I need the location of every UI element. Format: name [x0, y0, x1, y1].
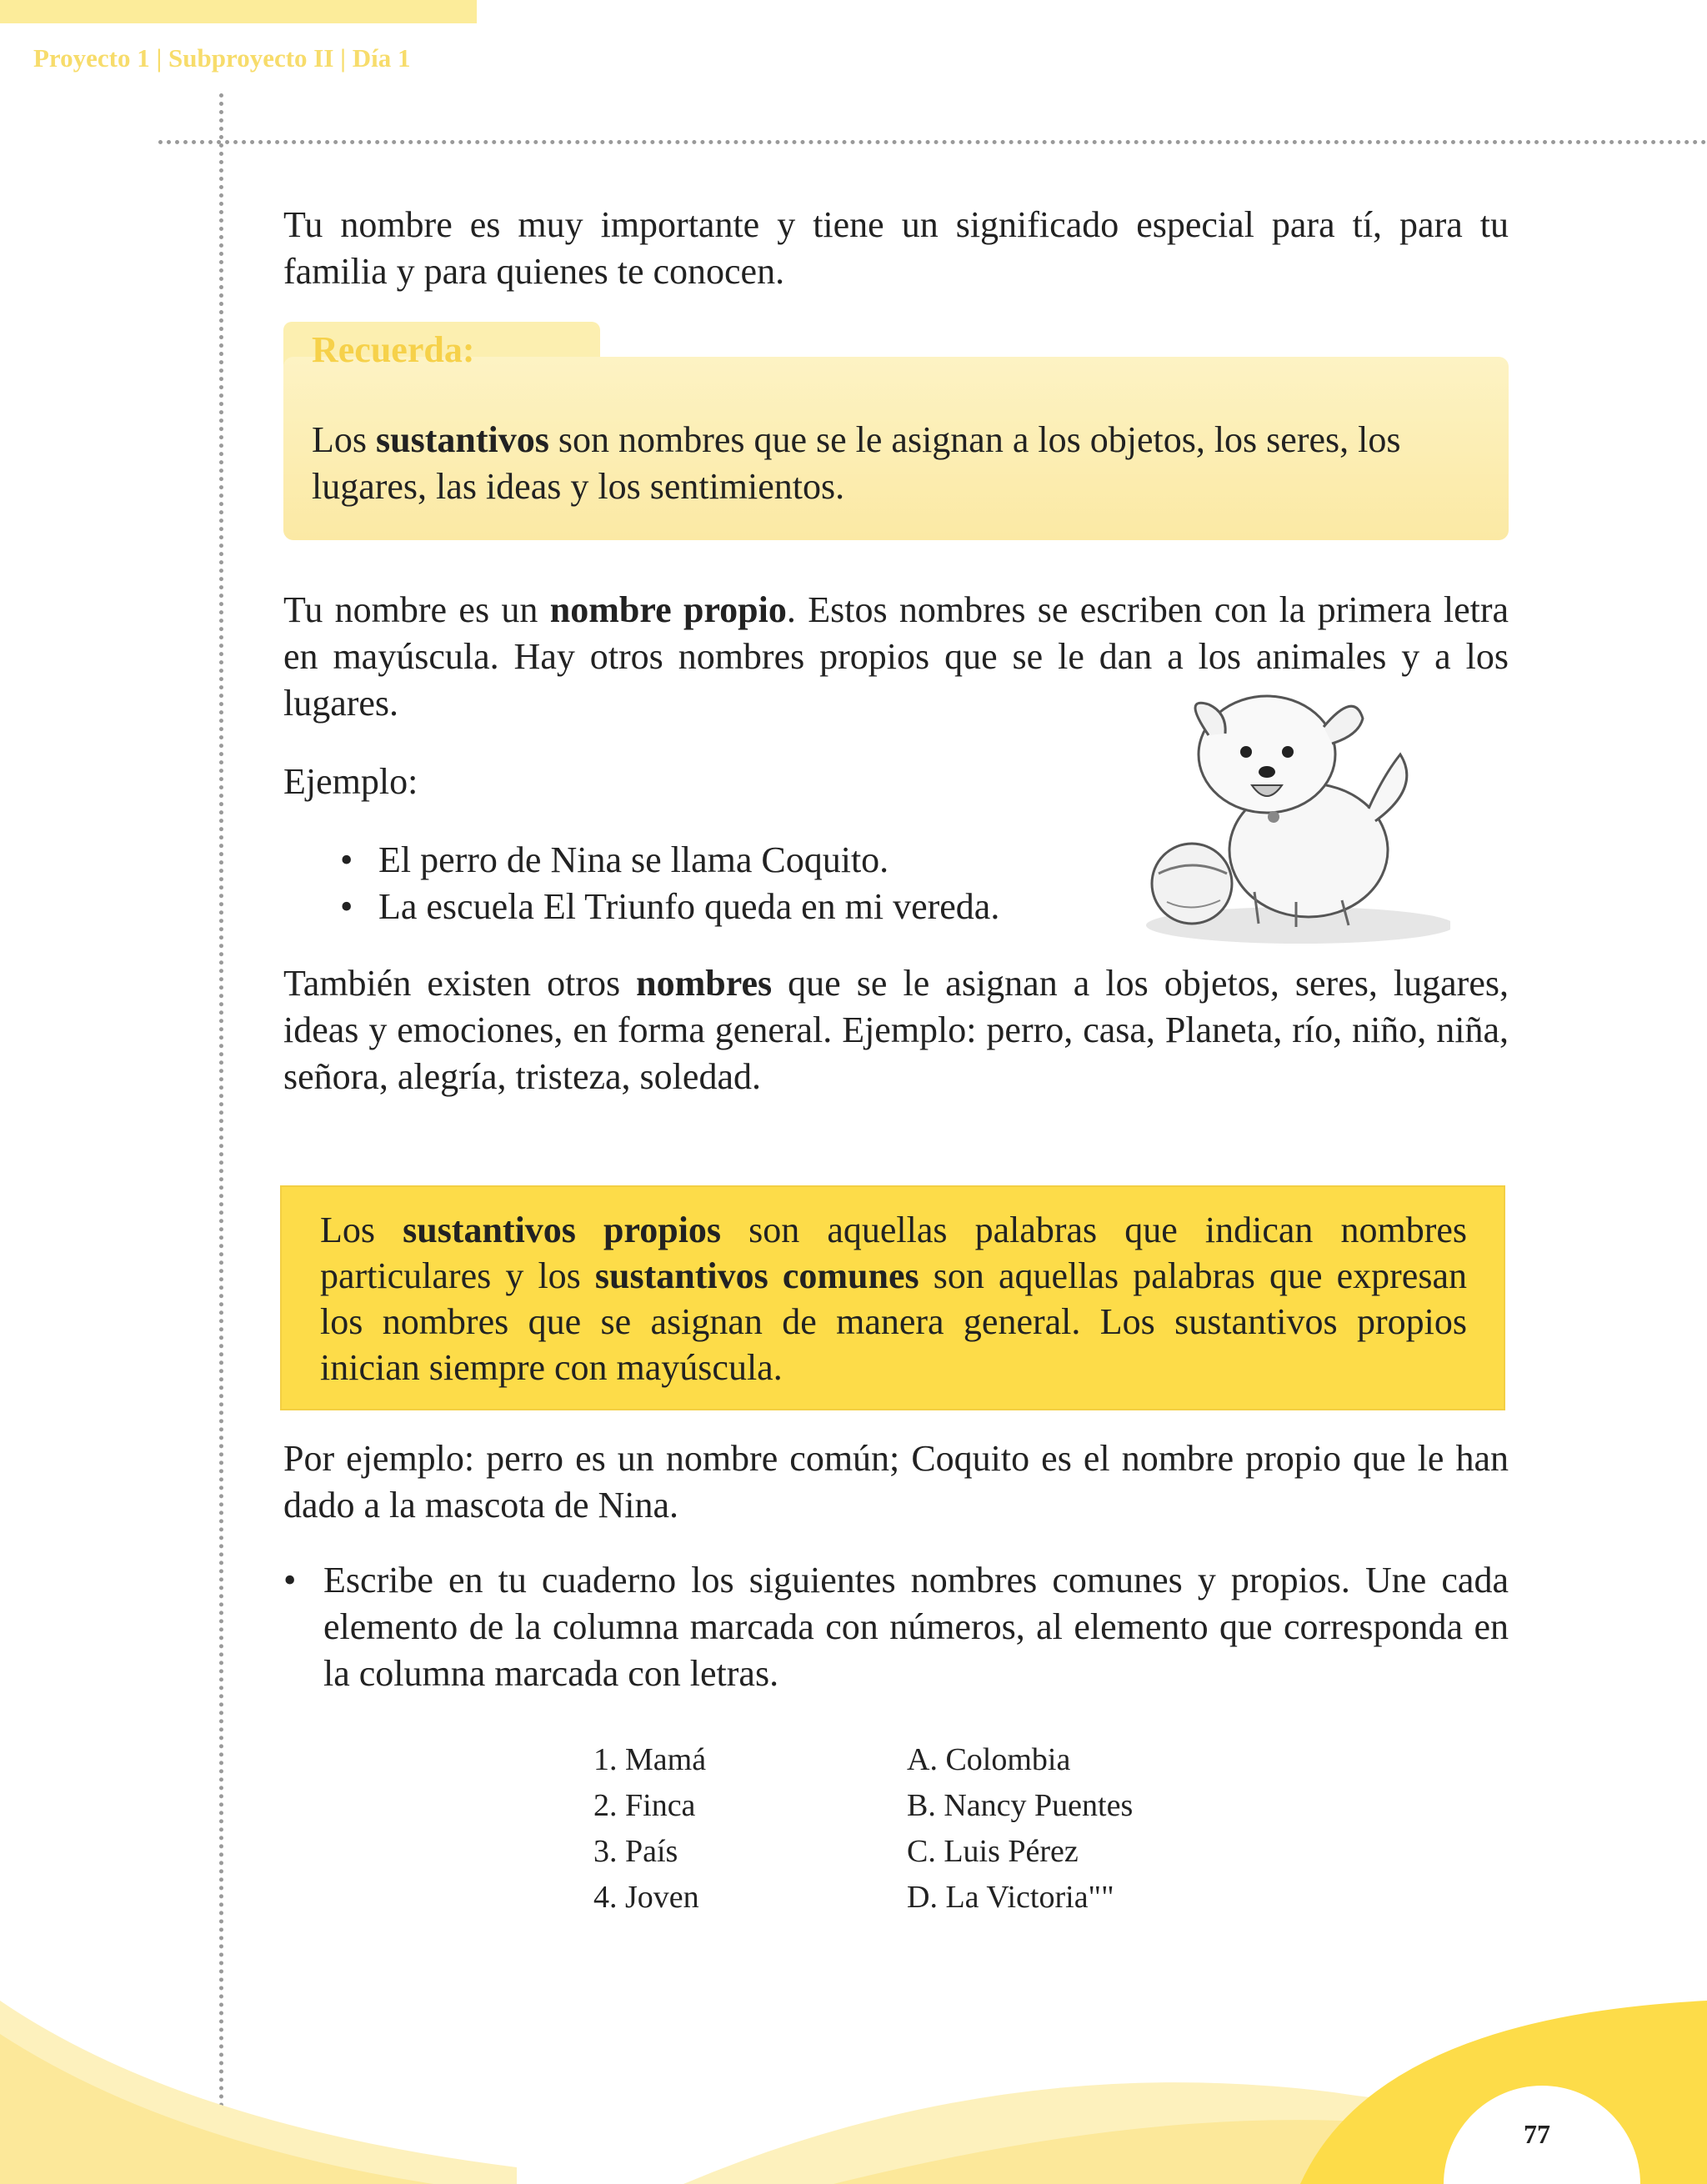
vertical-dotted-line — [219, 93, 223, 2184]
task-instruction — [283, 1557, 1509, 1697]
list-item: • El perro de Nina se llama Coquito. — [333, 837, 999, 884]
horizontal-dotted-line — [158, 140, 1707, 144]
recuerda-title: Recuerda: — [312, 329, 475, 370]
list-item: 3. País — [593, 1834, 678, 1869]
list-item: B. Nancy Puentes — [907, 1788, 1134, 1823]
list-item: D. La Victoria"" — [907, 1880, 1114, 1915]
definition-text: Los sustantivos propios son aquellas palabras que indican nombres particulares y los sustantivos comunes son aquellas palabras que expresan los nombres que se asignan de manera general. Los sustantivos propios inician siempre con mayúscula. — [320, 1210, 1467, 1388]
list-item: 2. Finca — [593, 1788, 696, 1823]
task-text: Escribe en tu cuaderno los siguientes nombres comunes y propios. Une cada elemento de la columna marcada con números, al elemento que corresponda en la columna marcada con letras. — [323, 1560, 1509, 1694]
list-item: 1. Mamá — [593, 1742, 707, 1777]
example-list — [333, 837, 999, 930]
list-item: 4. Joven — [593, 1880, 699, 1915]
example-paragraph: Por ejemplo: perro es un nombre común; Coquito es el nombre propio que le han dado a la mascota de Nina. — [283, 1438, 1509, 1525]
common-noun-paragraph: También existen otros nombres que se le asignan a los objetos, seres, lugares, ideas y emociones, en forma general. Ejemplo: perro, casa, Planeta, río, niño, niña, señora, alegría, tristeza, soledad. — [283, 963, 1509, 1097]
dog-illustration — [1134, 684, 1450, 950]
list-item: A. Colombia — [907, 1742, 1071, 1777]
page-header: Proyecto 1 | Subproyecto II | Día 1 — [33, 43, 411, 73]
top-accent-bar — [0, 0, 477, 23]
footer-wave — [0, 2001, 1707, 2184]
numbered-column — [593, 1737, 706, 1921]
lettered-column — [907, 1737, 1133, 1921]
list-item: • La escuela El Triunfo queda en mi vereda. — [333, 884, 999, 930]
recuerda-text: Los sustantivos son nombres que se le asignan a los objetos, los seres, los lugares, las ideas y los sentimientos. — [312, 419, 1401, 507]
list-item: C. Luis Pérez — [907, 1834, 1079, 1869]
proper-noun-paragraph: Tu nombre es un nombre propio. Estos nombres se escriben con la primera letra en mayúscula. Hay otros nombres propios que se le dan a los animales y a los lugares. — [283, 589, 1509, 724]
intro-paragraph: Tu nombre es muy importante y tiene un significado especial para tí, para tu familia y para quienes te conocen. — [283, 204, 1509, 292]
example-label: Ejemplo: — [283, 761, 418, 802]
bullet-marker: • — [283, 1560, 297, 1600]
page-number: 77 — [1524, 2119, 1550, 2149]
